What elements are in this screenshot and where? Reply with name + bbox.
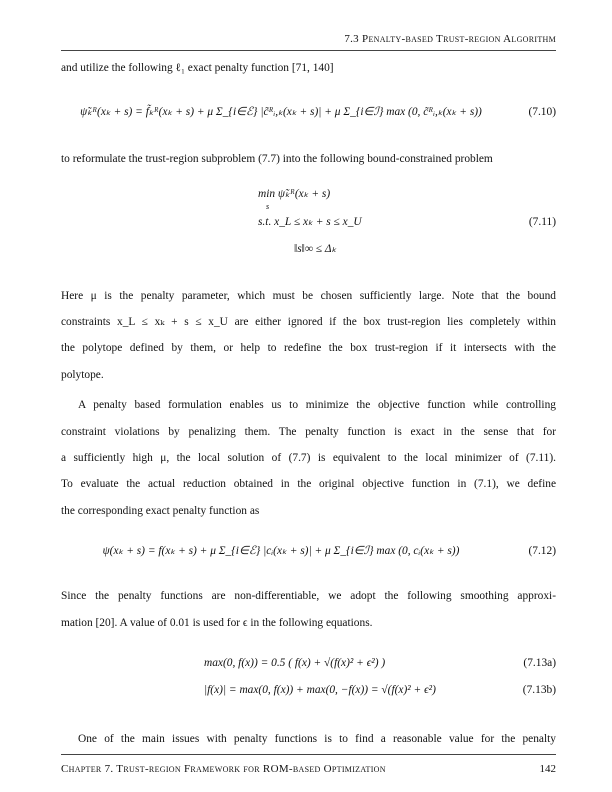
- equation-label: (7.11): [528, 216, 556, 228]
- equation-7-13a: max(0, f(x)) = 0.5 ( f(x) + √(f(x)² + ϵ²) ): [204, 657, 386, 669]
- intro-text: and utilize the following ℓ₁ exact penalty function [71, 140]: [61, 62, 334, 74]
- equation-7-11-trust-region: ‖s‖∞ ≤ Δₖ: [294, 243, 337, 255]
- equation-label: (7.13b): [522, 684, 556, 696]
- text-line: a sufficiently high μ, the local solution of (7.7) is equivalent to the local minimizer of (7.11).: [61, 452, 556, 464]
- text-line: Since the penalty functions are non-differentiable, we adopt the following smoothing approxi-: [61, 590, 556, 602]
- equation-7-13b: |f(x)| = max(0, f(x)) + max(0, −f(x)) = √(f(x)² + ϵ²): [204, 684, 436, 696]
- text-line: polytope.: [61, 369, 104, 381]
- text-line: One of the main issues with penalty functions is to find a reasonable value for the penalty: [78, 733, 556, 745]
- equation-7-11-bounds: s.t. x_L ≤ xₖ + s ≤ x_U: [258, 216, 362, 228]
- equation-7-11-subscript: s: [266, 202, 270, 211]
- text-line: constraints x_L ≤ xₖ + s ≤ x_U are either ignored if the box trust-region lies completely within: [61, 316, 556, 328]
- running-footer: Chapter 7. Trust-region Framework for ROM-based Optimization: [61, 763, 386, 775]
- equation-7-10: ψ̃ₖᴿ(xₖ + s) = f̃ₖᴿ(xₖ + s) + μ Σ_{i∈ℰ} |c̃ᴿᵢ,ₖ(xₖ + s)| + μ Σ_{i∈ℐ} max (0, c̃ᴿᵢ,ₖ(xₖ + s)): [80, 106, 482, 118]
- text-line: the corresponding exact penalty function as: [61, 505, 260, 517]
- text-line: To evaluate the actual reduction obtained in the original objective function in (7.1), we define: [61, 478, 556, 490]
- footer-rule: [61, 754, 556, 755]
- equation-label: (7.10): [528, 106, 556, 118]
- equation-label: (7.13a): [523, 657, 556, 669]
- text-line: the polytope defined by them, or help to redefine the box trust-region if it intersects with the: [61, 342, 556, 354]
- equation-7-12: ψ(xₖ + s) = f(xₖ + s) + μ Σ_{i∈ℰ} |cᵢ(xₖ + s)| + μ Σ_{i∈ℐ} max (0, cᵢ(xₖ + s)): [102, 545, 460, 557]
- text-line: to reformulate the trust-region subproblem (7.7) into the following bound-constrained problem: [61, 153, 493, 165]
- running-header: 7.3 Penalty-based Trust-region Algorithm: [344, 33, 556, 45]
- equation-7-11-objective: min ψ̃ₖᴿ(xₖ + s): [258, 188, 331, 200]
- text-line: Here μ is the penalty parameter, which must be chosen sufficiently large. Note that the bound: [61, 290, 556, 302]
- text-line: A penalty based formulation enables us to minimize the objective function while controlling: [78, 399, 556, 411]
- text-line: constraint violations by penalizing them. The penalty function is exact in the sense that for: [61, 426, 556, 438]
- text-line: mation [20]. A value of 0.01 is used for ϵ in the following equations.: [61, 617, 373, 629]
- page-number: 142: [539, 763, 556, 775]
- equation-label: (7.12): [528, 545, 556, 557]
- header-rule: [61, 50, 556, 51]
